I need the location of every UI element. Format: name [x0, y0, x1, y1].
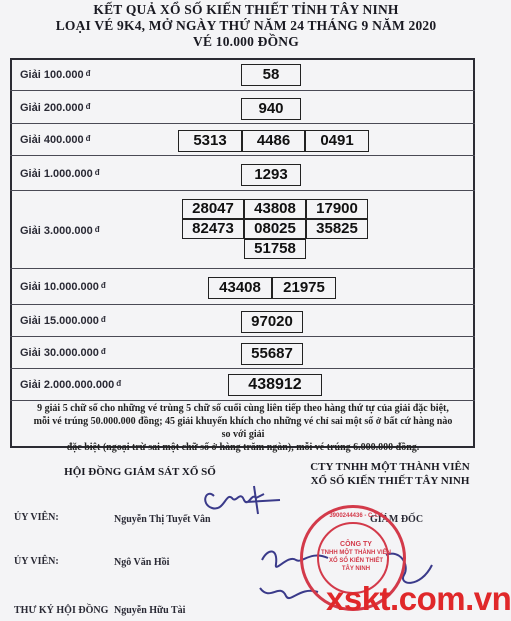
note-line-3: đặc biệt (ngoại trừ sai một chữ số ở hàng trăm ngàn), mỗi vé trúng 6.000.000 đồng. — [66, 442, 420, 453]
note-line-2: mỗi vé trúng 50.000.000 đồng; 45 giải khuyến khích cho những vé chỉ sai một số ở bất cứ hàng nào so với giải — [33, 416, 453, 440]
prize-label: Giải 2.000.000.000 $^đ$ — [20, 379, 122, 391]
prize-row — [10, 90, 475, 124]
note-line-1: 9 giải 5 chữ số cho những vé trùng 5 chữ số cuối cùng liên tiếp theo hàng thứ tự của giải đặc biệt, — [37, 403, 449, 414]
prize-number: 1293 — [241, 164, 301, 186]
prize-number: 17900 — [306, 199, 368, 219]
prize-label: Giải 400.000 $^đ$ — [20, 134, 91, 146]
company-line-2: XỔ SỐ KIẾN THIẾT TÂY NINH — [310, 475, 470, 487]
prize-number: 55687 — [241, 343, 303, 365]
prize-number: 43808 — [244, 199, 306, 219]
prize-number: 82473 — [182, 219, 244, 239]
member-name-1: Nguyễn Thị Tuyết Vân — [114, 514, 211, 525]
stamp-line-1: CÔNG TY — [340, 541, 372, 548]
stamp-line-4: TÂY NINH — [341, 566, 371, 572]
stamp-line-2: TNHH MỘT THÀNH VIÊN — [321, 550, 391, 556]
council-title: HỘI ĐỒNG GIÁM SÁT XỔ SỐ — [64, 466, 216, 478]
prize-row — [10, 190, 475, 269]
company-line-1: CTY TNHH MỘT THÀNH VIÊN — [310, 461, 470, 473]
prize-number: 51758 — [244, 239, 306, 259]
prize-number: 4486 — [242, 130, 305, 152]
special-prize-number: 438912 — [228, 374, 322, 396]
prize-row — [10, 268, 475, 305]
prize-number: 0491 — [305, 130, 369, 152]
prize-number: 35825 — [306, 219, 368, 239]
stamp-top-text: 3900244436 - C.T.Y — [329, 513, 383, 519]
secretary-name: Nguyễn Hữu Tài — [114, 605, 186, 616]
prize-number: 97020 — [241, 311, 303, 333]
prize-label: Giải 200.000 $^đ$ — [20, 102, 91, 114]
prize-number: 21975 — [272, 277, 336, 299]
prize-label: Giải 15.000.000 $^đ$ — [20, 315, 106, 327]
prize-number: 08025 — [244, 219, 306, 239]
prize-row — [10, 155, 475, 191]
prize-row — [10, 123, 475, 156]
member-name-2: Ngô Văn Hồi — [114, 557, 170, 568]
stamp-line-3: XỔ SỐ KIẾN THIẾT — [328, 558, 383, 564]
member-label-2: ỦY VIÊN: — [14, 556, 59, 567]
divider — [10, 400, 475, 401]
prize-note — [28, 402, 458, 454]
header-line-2: LOẠI VÉ 9K4, MỞ NGÀY THỨ NĂM 24 THÁNG 9 NĂM 2020 — [55, 18, 437, 33]
prize-label: Giải 10.000.000 $^đ$ — [20, 281, 106, 293]
prize-label: Giải 3.000.000 $^đ$ — [20, 225, 100, 237]
secretary-label: THƯ KÝ HỘI ĐỒNG — [14, 605, 109, 616]
prize-label: Giải 100.000 $^đ$ — [20, 69, 91, 81]
prize-label: Giải 1.000.000 $^đ$ — [20, 168, 100, 180]
prize-number: 43408 — [208, 277, 272, 299]
prize-number: 5313 — [178, 130, 242, 152]
director-label: GIÁM ĐỐC — [370, 514, 424, 525]
watermark-logo: xskt.com.vn — [326, 580, 511, 617]
prize-label: Giải 30.000.000 $^đ$ — [20, 347, 106, 359]
header-line-3: VÉ 10.000 ĐỒNG — [193, 34, 299, 49]
header-line-1: KẾT QUẢ XỔ SỐ KIẾN THIẾT TỈNH TÂY NINH — [93, 2, 399, 17]
prize-number: 940 — [241, 98, 301, 120]
prize-row — [10, 336, 475, 369]
prize-row-special — [10, 368, 475, 401]
prize-number: 58 — [241, 64, 301, 86]
prize-number: 28047 — [182, 199, 244, 219]
prize-row — [10, 58, 475, 90]
signature-member-1 — [196, 478, 288, 526]
member-label-1: ỦY VIÊN: — [14, 512, 59, 523]
prize-row — [10, 304, 475, 337]
